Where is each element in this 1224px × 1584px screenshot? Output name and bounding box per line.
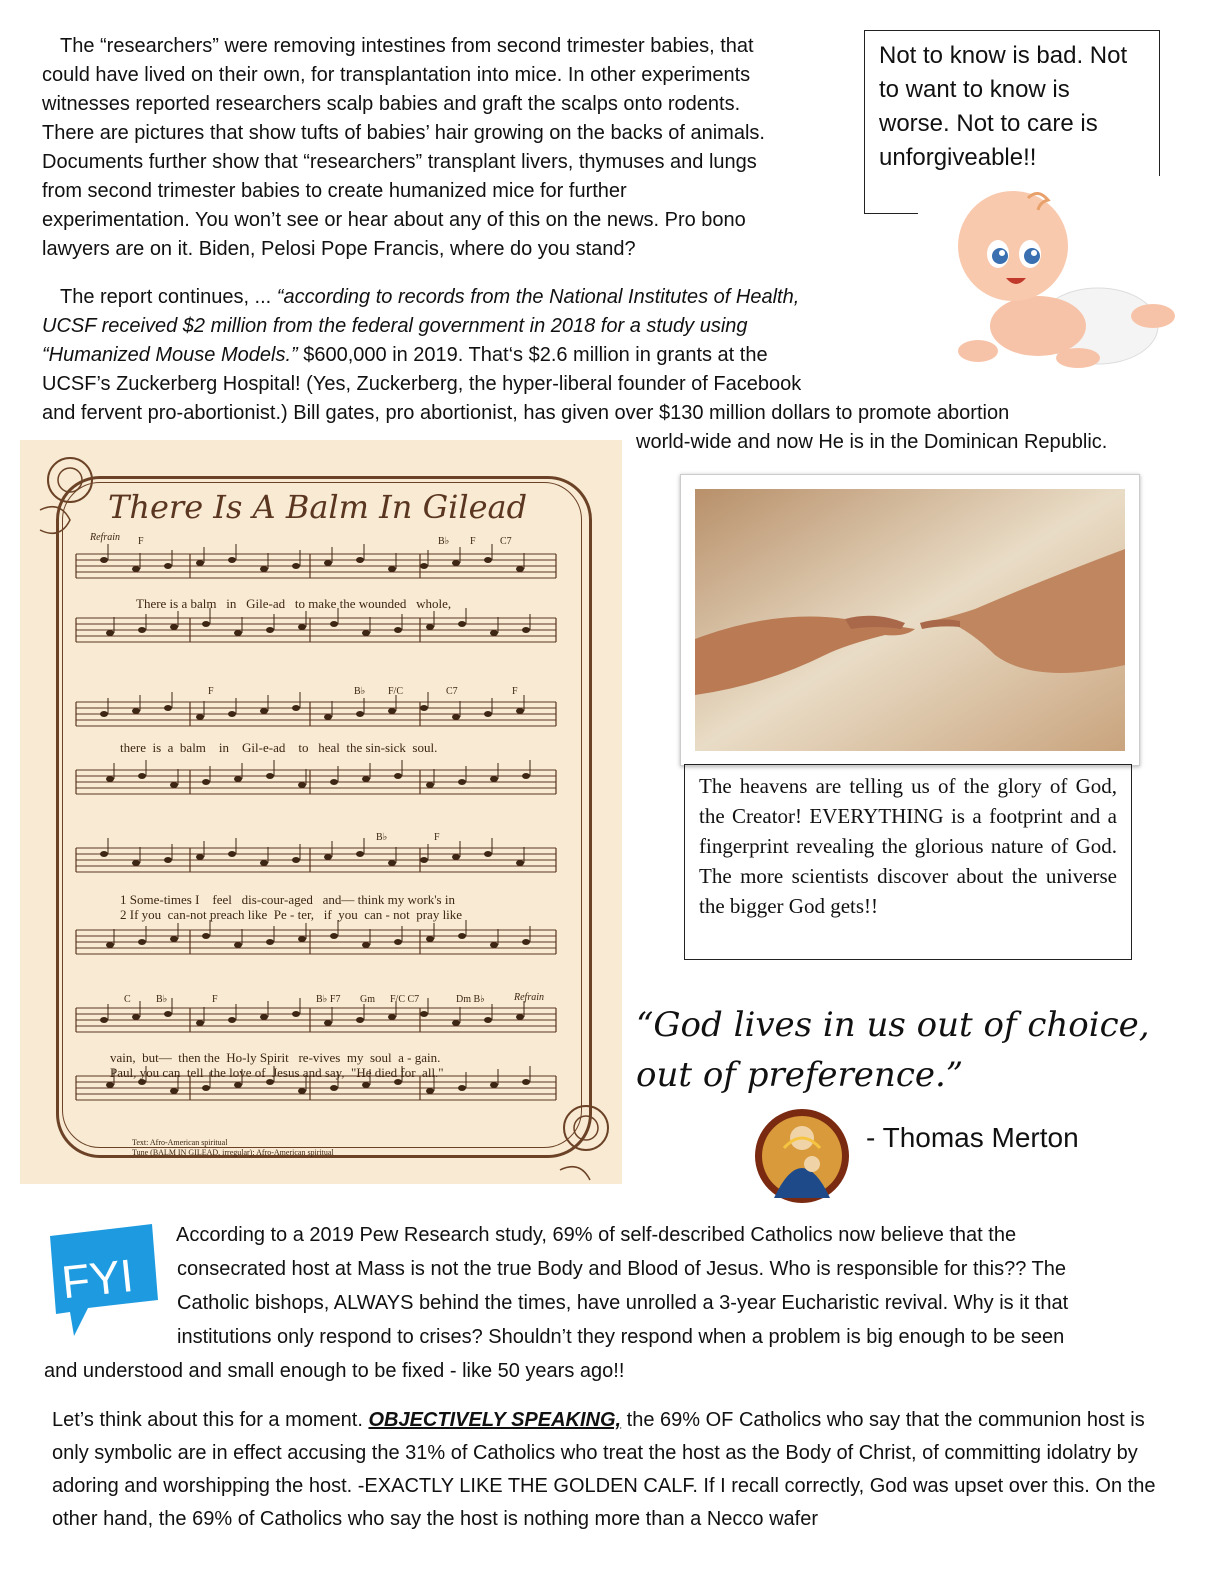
note-head [170, 1088, 178, 1094]
merton-attribution: - Thomas Merton [866, 1122, 1079, 1153]
credit-line: Tune (BALM IN GILEAD, irregular): Afro-American spiritual [132, 1148, 334, 1157]
note-head [484, 851, 492, 857]
note-head [420, 1011, 428, 1017]
refrain-label: Refrain [514, 992, 544, 1003]
note-head [164, 705, 172, 711]
note-head [452, 1020, 460, 1026]
para-line: from second trimester babies to create humanized mice for further [42, 180, 627, 202]
note-head [522, 627, 530, 633]
report-text: UCSF’s Zuckerberg Hospital! (Yes, Zuckerberg, the hyper-liberal founder of Facebook [42, 373, 802, 395]
refrain-label: Refrain [90, 532, 120, 543]
report-text: $600,000 in 2019. That‘s $2.6 million in grants at the [297, 344, 768, 366]
note-head [100, 851, 108, 857]
chord-label: F/C C7 [390, 994, 420, 1005]
note-head [132, 1014, 140, 1020]
note-head [522, 773, 530, 779]
note-head [324, 1020, 332, 1026]
note-head [100, 711, 108, 717]
fyi-line: institutions only respond to crises? Shouldn’t they respond when a problem is big enough to be seen [177, 1326, 1065, 1348]
lyric-line: Paul, you can tell the love of Jesus and say, "He died for all." [110, 1065, 444, 1080]
note-head [196, 854, 204, 860]
note-head [426, 1088, 434, 1094]
note-head [164, 1011, 172, 1017]
note-head [196, 1020, 204, 1026]
report-text: and fervent pro-abortionist.) Bill gates, pro abortionist, has given over $130 million dollars to promote abortion [42, 402, 1010, 424]
note-head [266, 773, 274, 779]
report-quote: UCSF received $2 million from the federal government in 2018 for a study using [42, 315, 748, 337]
note-head [394, 627, 402, 633]
note-head [138, 627, 146, 633]
note-head [426, 936, 434, 942]
note-head [362, 942, 370, 948]
note-head [228, 557, 236, 563]
sheet-title: There Is A Balm In Gilead [108, 488, 528, 526]
note-head [228, 1017, 236, 1023]
creation-of-adam-image [695, 489, 1125, 751]
note-head [202, 1085, 210, 1091]
chord-label: B♭ [354, 686, 366, 697]
note-head [490, 942, 498, 948]
chord-label: F [212, 994, 218, 1005]
note-head [234, 1082, 242, 1088]
note-head [266, 939, 274, 945]
chord-label: C7 [446, 686, 458, 697]
report-intro: The report continues, ... [60, 286, 277, 308]
note-head [516, 860, 524, 866]
note-head [484, 557, 492, 563]
note-head [132, 708, 140, 714]
note-head [196, 560, 204, 566]
chord-label: B♭ [376, 832, 388, 843]
note-head [234, 942, 242, 948]
note-head [356, 711, 364, 717]
note-head [394, 773, 402, 779]
note-head [330, 621, 338, 627]
note-head [170, 624, 178, 630]
note-head [356, 1017, 364, 1023]
glory-text-box: The heavens are telling us of the glory of God, the Creator! EVERYTHING is a footprint and a fingerprint revealing the glorious nature of God. The more scientists discover about the universe the bigger God gets!! [684, 764, 1132, 960]
note-head [484, 711, 492, 717]
para-line: witnesses reported researchers scalp babies and graft the scalps onto rodents. [42, 93, 741, 115]
svg-text:FYI: FYI [59, 1249, 136, 1309]
chord-label: F [208, 686, 214, 697]
note-head [292, 857, 300, 863]
note-head [228, 851, 236, 857]
note-head [420, 857, 428, 863]
note-head [362, 1082, 370, 1088]
note-head [298, 624, 306, 630]
para-line: The “researchers” were removing intestines from second trimester babies, that [60, 35, 754, 57]
note-head [228, 711, 236, 717]
note-head [426, 782, 434, 788]
note-head [100, 557, 108, 563]
note-head [330, 1085, 338, 1091]
note-head [394, 939, 402, 945]
para-line: experimentation. You won’t see or hear about any of this on the news. Pro bono [42, 209, 746, 231]
chord-label: Dm B♭ [456, 994, 485, 1005]
fyi-line: Catholic bishops, ALWAYS behind the times, have unrolled a 3-year Eucharistic revival. Why is it that [177, 1292, 1069, 1314]
report-paragraph [42, 283, 1172, 457]
note-head [490, 1082, 498, 1088]
note-head [292, 563, 300, 569]
note-head [100, 1017, 108, 1023]
chord-label: B♭ [156, 994, 168, 1005]
note-head [196, 714, 204, 720]
note-head [362, 630, 370, 636]
top-paragraph [42, 32, 842, 264]
emphasis-text: OBJECTIVELY SPEAKING, [368, 1409, 622, 1431]
note-head [426, 624, 434, 630]
note-head [132, 860, 140, 866]
note-head [298, 936, 306, 942]
bottom-text: the 69% OF Catholics who say that the communion host is only symbolic are in effect accusing the 31% of Catholics who treat the host as the Body of Christ, of committing idolatry by adoring and worshipping the host. -EXACTLY LIKE THE GOLDEN CALF. If I recall correctly, God was upset over this. On the other hand, the 69% of Catholics who say the host is nothing more than a Necco wafer [52, 1409, 1156, 1530]
chord-label: B♭ F7 [316, 994, 341, 1005]
sheet-music-image [20, 440, 622, 1184]
note-head [132, 566, 140, 572]
note-head [292, 1011, 300, 1017]
chord-label: F [138, 536, 144, 547]
note-head [388, 1014, 396, 1020]
chord-label: B♭ [438, 536, 450, 547]
note-head [420, 563, 428, 569]
note-head [106, 630, 114, 636]
note-head [458, 779, 466, 785]
note-head [106, 942, 114, 948]
note-head [164, 857, 172, 863]
merton-quote: “God lives in us out of choice, out of preference.” [636, 1005, 1150, 1095]
note-head [522, 1079, 530, 1085]
fyi-paragraph [44, 1218, 1164, 1388]
note-head [170, 782, 178, 788]
para-line: could have lived on their own, for transplantation into mice. In other experiments [42, 64, 751, 86]
chord-label: Gm [360, 994, 375, 1005]
note-head [516, 1014, 524, 1020]
para-line: Documents further show that “researchers” transplant livers, thymuses and lungs [42, 151, 757, 173]
note-head [388, 566, 396, 572]
note-head [138, 939, 146, 945]
note-head [522, 939, 530, 945]
note-head [266, 627, 274, 633]
note-head [298, 1088, 306, 1094]
note-head [458, 1085, 466, 1091]
note-head [202, 933, 210, 939]
note-head [490, 630, 498, 636]
bottom-paragraph [52, 1404, 1182, 1536]
chord-label: F [512, 686, 518, 697]
note-head [484, 1017, 492, 1023]
report-text: world-wide and now He is in the Dominican Republic. [636, 431, 1108, 453]
note-head [388, 860, 396, 866]
note-head [458, 933, 466, 939]
note-head [164, 563, 172, 569]
note-head [234, 776, 242, 782]
note-head [356, 557, 364, 563]
note-head [138, 773, 146, 779]
lyric-line: There is a balm in Gile-ad to make the wounded whole, [136, 596, 452, 611]
note-head [202, 621, 210, 627]
chord-label: C7 [500, 536, 512, 547]
chord-label: C [124, 994, 131, 1005]
fyi-line: and understood and small enough to be fixed - like 50 years ago!! [44, 1360, 625, 1382]
creation-of-adam-frame [680, 474, 1140, 766]
lyric-line: vain, but— then the Ho-ly Spirit re-vives my soul a - gain. [110, 1050, 441, 1065]
note-head [106, 1082, 114, 1088]
lyric-line: there is a balm in Gil-e-ad to heal the sin-sick soul. [120, 740, 438, 755]
credit-line: Text: Afro-American spiritual [132, 1138, 228, 1147]
chord-label: F/C [388, 686, 404, 697]
note-head [490, 776, 498, 782]
note-head [362, 776, 370, 782]
bottom-text: Let’s think about this for a moment. [52, 1409, 369, 1431]
lyric-line: 2 If you can-not preach like Pe - ter, if you can - not pray like [120, 907, 463, 922]
note-head [452, 714, 460, 720]
note-head [516, 566, 524, 572]
note-head [516, 708, 524, 714]
note-head [324, 560, 332, 566]
lyric-line: 1 Some-times I feel dis-cour-aged and— think my work's in [120, 892, 455, 907]
note-head [170, 936, 178, 942]
note-head [292, 705, 300, 711]
note-head [452, 560, 460, 566]
note-head [260, 708, 268, 714]
note-head [330, 933, 338, 939]
note-head [202, 779, 210, 785]
chord-label: F [434, 832, 440, 843]
report-quote: “Humanized Mouse Models.” [42, 344, 298, 366]
note-head [260, 860, 268, 866]
callout-box: Not to know is bad. Not to want to know is worse. Not to care is unforgiveable!! [864, 30, 1160, 214]
note-head [106, 776, 114, 782]
fyi-line: According to a 2019 Pew Research study, 69% of self-described Catholics now believe that the [176, 1224, 1017, 1246]
note-head [298, 782, 306, 788]
chord-label: F [470, 536, 476, 547]
note-head [260, 1014, 268, 1020]
note-head [420, 705, 428, 711]
note-head [458, 621, 466, 627]
note-head [388, 708, 396, 714]
report-quote: “according to records from the National Institutes of Health, [276, 286, 800, 308]
note-head [324, 854, 332, 860]
note-head [234, 630, 242, 636]
note-head [330, 779, 338, 785]
note-head [260, 566, 268, 572]
note-head [324, 714, 332, 720]
note-head [356, 851, 364, 857]
para-line: lawyers are on it. Biden, Pelosi Pope Francis, where do you stand? [42, 238, 636, 260]
madonna-stained-glass-icon [754, 1108, 850, 1204]
fyi-line: consecrated host at Mass is not the true Body and Blood of Jesus. Who is responsible for this?? The [177, 1258, 1067, 1280]
note-head [452, 854, 460, 860]
para-line: There are pictures that show tufts of babies’ hair growing on the backs of animals. [42, 122, 765, 144]
